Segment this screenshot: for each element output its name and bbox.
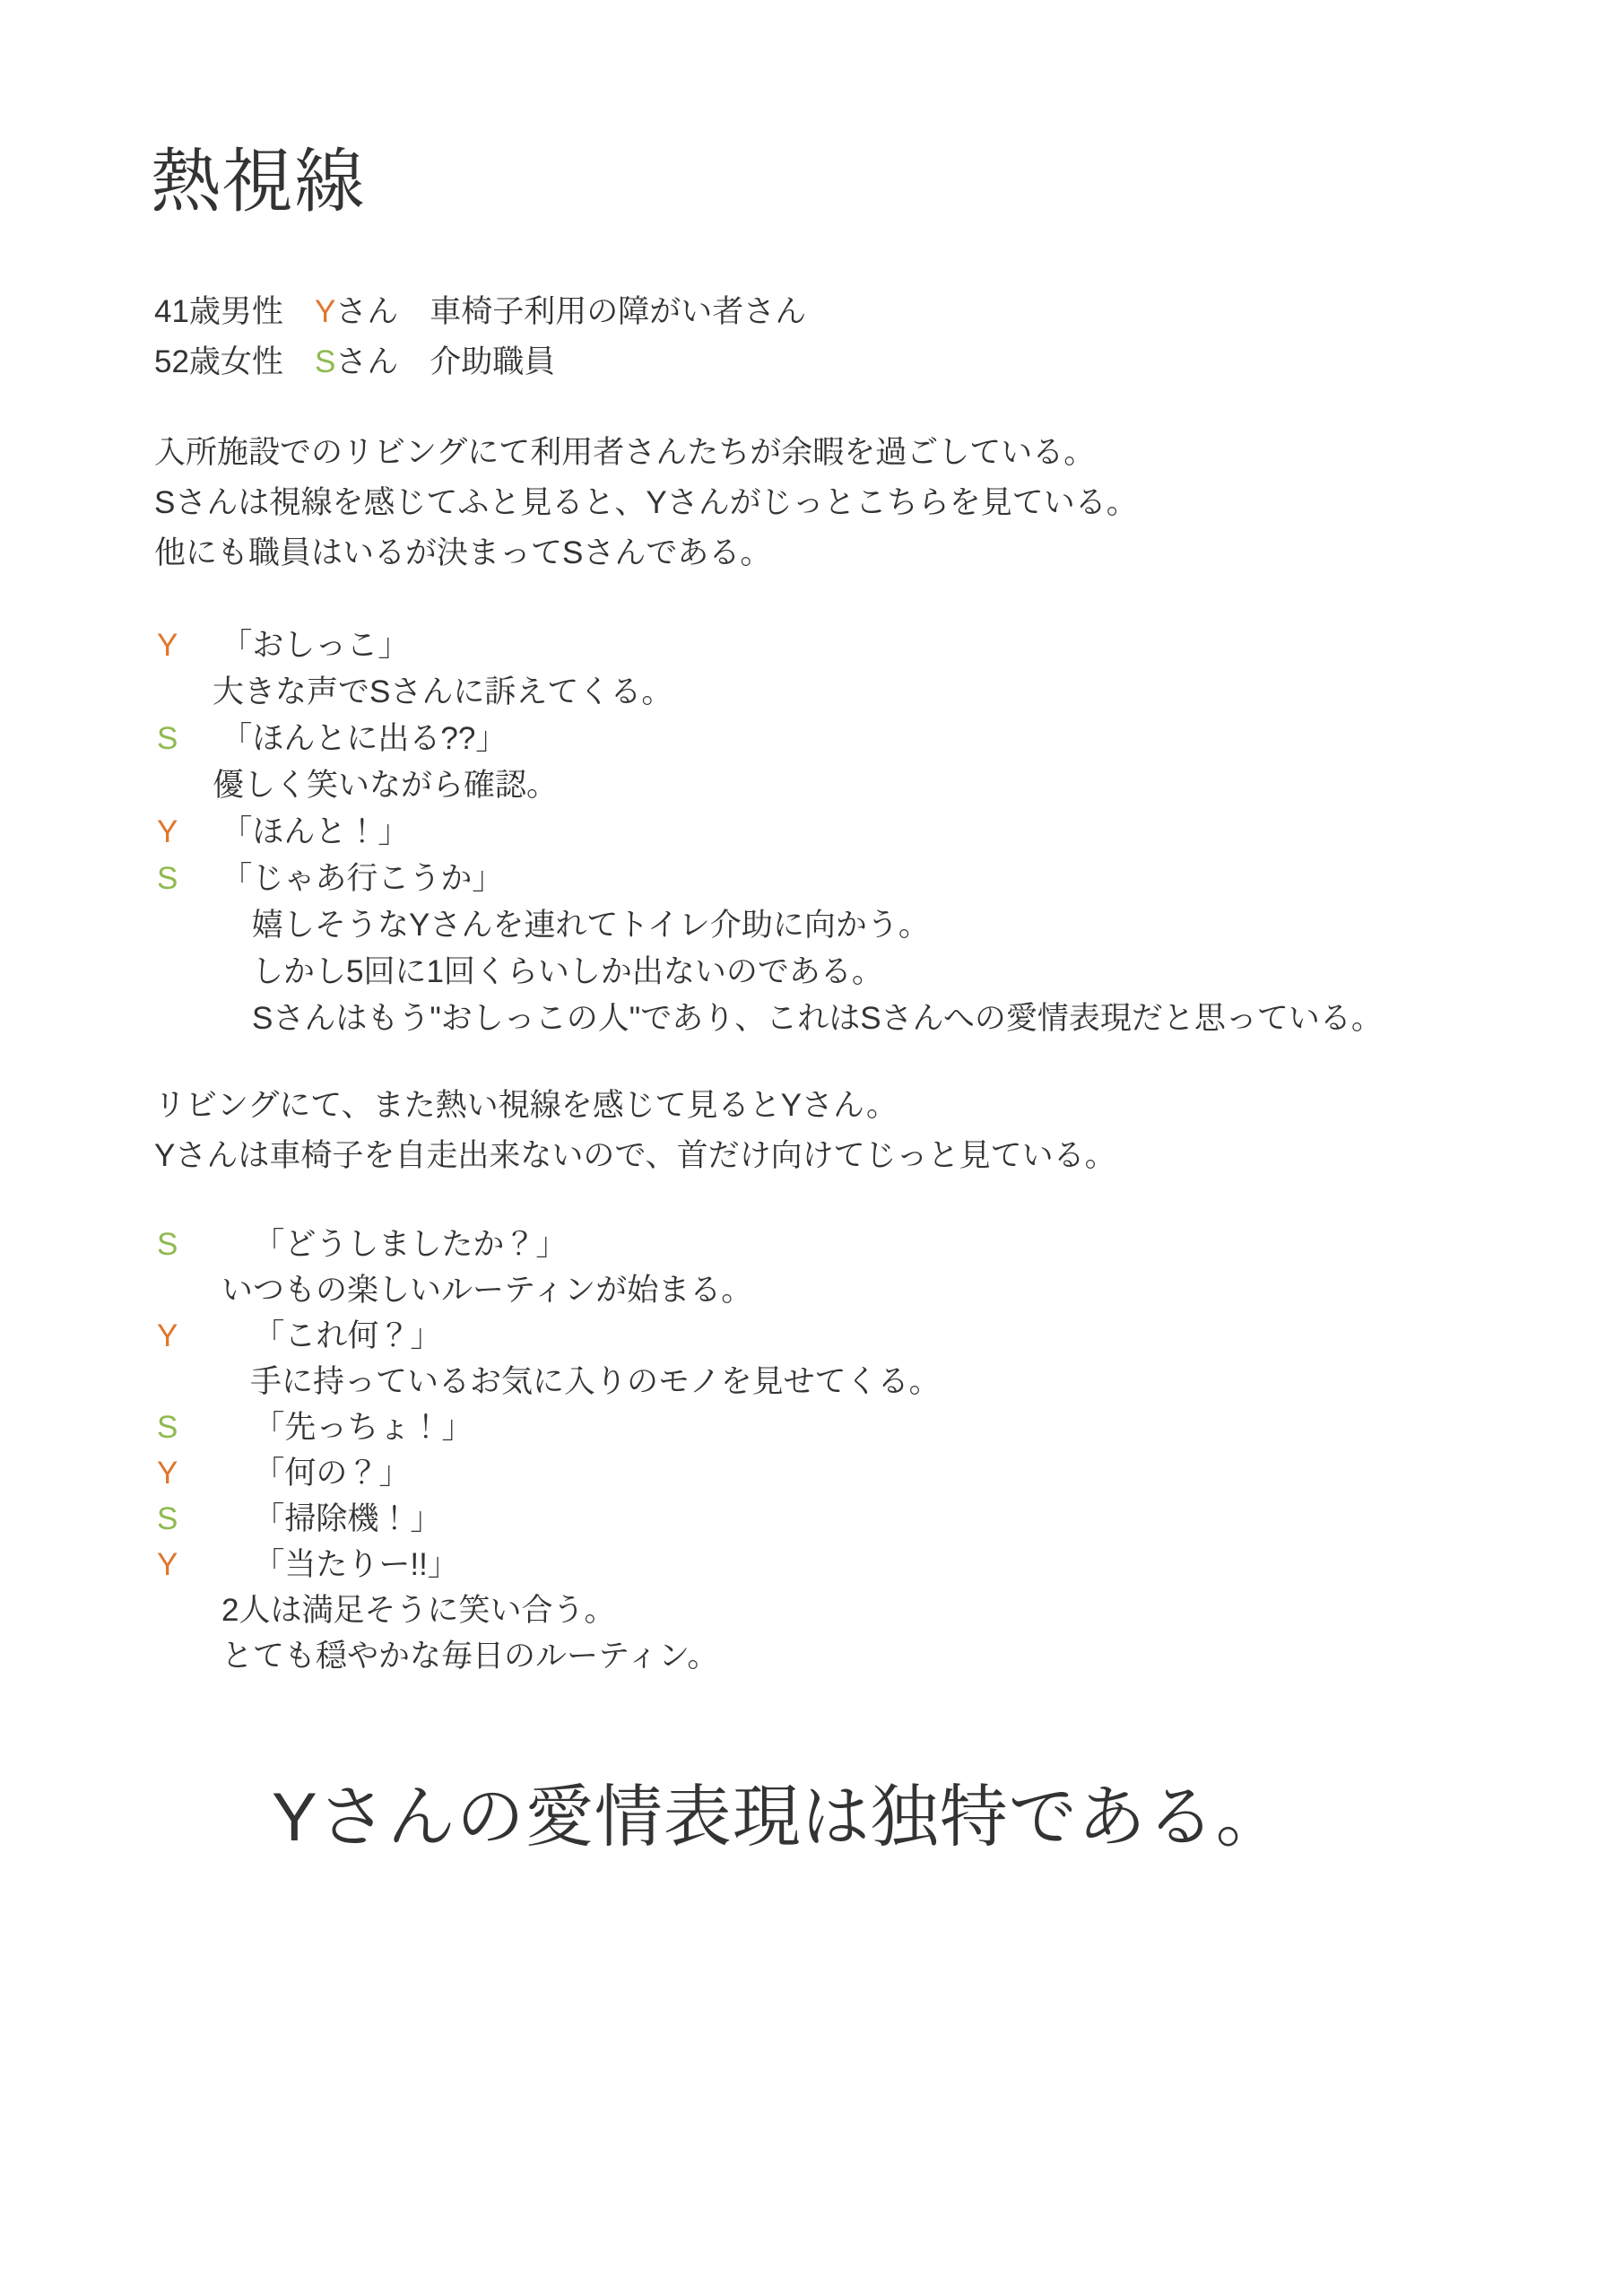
- speaker-letter: S: [314, 344, 336, 379]
- dialogue-line: [157, 716, 1383, 762]
- dialogue-line: [157, 622, 1383, 669]
- character-prefix: 41歳男性: [154, 294, 315, 329]
- paragraph-line: 他にも職員はいるが決まってSさんである。: [154, 535, 772, 570]
- speaker-label: S: [157, 861, 178, 896]
- dialogue-text: 「じゃあ行こうか」: [221, 861, 504, 896]
- character-description: さん 車椅子利用の障がい者さん: [335, 294, 807, 329]
- narration-line: [157, 949, 1383, 996]
- speaker-label: Y: [157, 814, 178, 849]
- narration-line: [157, 669, 1383, 716]
- speaker-label: S: [157, 1227, 178, 1262]
- narration-line: [157, 1587, 941, 1633]
- dialogue-line: [157, 856, 1383, 902]
- character-line: [154, 337, 806, 387]
- dialogue-block-2: [157, 1222, 941, 1679]
- paragraph-line: リビングにて、また熱い視線を感じて見るとYさん。: [154, 1088, 898, 1123]
- narration-text: 優しく笑いながら確認。: [213, 768, 559, 803]
- speaker-label: S: [157, 1501, 178, 1536]
- narration-text: 大きな声でSさんに訴えてくる。: [213, 674, 673, 709]
- dialogue-line: [157, 1450, 941, 1496]
- speaker-label: S: [157, 721, 178, 756]
- narration-text: いつもの楽しいルーティンが始まる。: [221, 1273, 753, 1308]
- page-title: 熱視線: [151, 142, 367, 221]
- speaker-label: S: [157, 1410, 178, 1445]
- character-description: さん 介助職員: [335, 344, 556, 379]
- dialogue-line: [157, 1496, 941, 1542]
- paragraph-line: Sさんは視線を感じてふと見ると、Yさんがじっとこちらを見ている。: [154, 485, 1138, 520]
- narration-line: [157, 996, 1383, 1042]
- dialogue-text: 「おしっこ」: [221, 628, 410, 663]
- dialogue-line: [157, 1405, 941, 1450]
- narration-line: [157, 902, 1383, 949]
- dialogue-line: [157, 1542, 941, 1587]
- speaker-letter: Y: [314, 294, 336, 329]
- character-line: [154, 287, 806, 337]
- character-prefix: 52歳女性: [154, 344, 315, 379]
- dialogue-text: 「どうしましたか？」: [253, 1227, 568, 1262]
- dialogue-text: 「ほんと！」: [221, 814, 410, 849]
- narration-text: 手に持っているお気に入りのモノを見せてくる。: [250, 1364, 941, 1399]
- character-list: [154, 287, 806, 387]
- narration-line: [157, 1267, 941, 1313]
- dialogue-text: 「先っちょ！」: [253, 1410, 473, 1445]
- dialogue-line: [157, 1222, 941, 1267]
- narration-line: [157, 1633, 941, 1679]
- narration-text: しかし5回に1回くらいしか出ないのである。: [252, 954, 883, 989]
- dialogue-line: [157, 1313, 941, 1359]
- paragraph-line: 入所施設でのリビングにて利用者さんたちが余暇を過ごしている。: [154, 435, 1096, 470]
- speaker-label: Y: [157, 1547, 178, 1582]
- dialogue-text: 「これ何？」: [253, 1318, 442, 1353]
- narration-text: 嬉しそうなYさんを連れてトイレ介助に向かう。: [252, 908, 930, 943]
- narration-text: 2人は満足そうに笑い合う。: [221, 1593, 616, 1628]
- dialogue-text: 「何の？」: [253, 1456, 411, 1491]
- dialogue-text: 「ほんとに出る??」: [221, 721, 508, 756]
- dialogue-text: 「当たりー!!」: [253, 1547, 459, 1582]
- closing-statement: Yさんの愛情表現は独特である。: [272, 1779, 1285, 1856]
- narrative-paragraph-1: [154, 428, 1138, 578]
- dialogue-block-1: [157, 622, 1383, 1042]
- narration-line: [157, 1359, 941, 1405]
- narration-text: とても穏やかな毎日のルーティン。: [221, 1639, 719, 1674]
- speaker-label: Y: [157, 628, 178, 663]
- paragraph-line: Yさんは車椅子を自走出来ないので、首だけ向けてじっと見ている。: [154, 1138, 1116, 1173]
- dialogue-text: 「掃除機！」: [253, 1501, 442, 1536]
- narrative-paragraph-2: [154, 1081, 1116, 1181]
- narration-text: Sさんはもう"おしっこの人"であり、これはSさんへの愛情表現だと思っている。: [252, 1001, 1383, 1036]
- narration-line: [157, 762, 1383, 809]
- speaker-label: Y: [157, 1318, 178, 1353]
- speaker-label: Y: [157, 1456, 178, 1491]
- dialogue-line: [157, 809, 1383, 856]
